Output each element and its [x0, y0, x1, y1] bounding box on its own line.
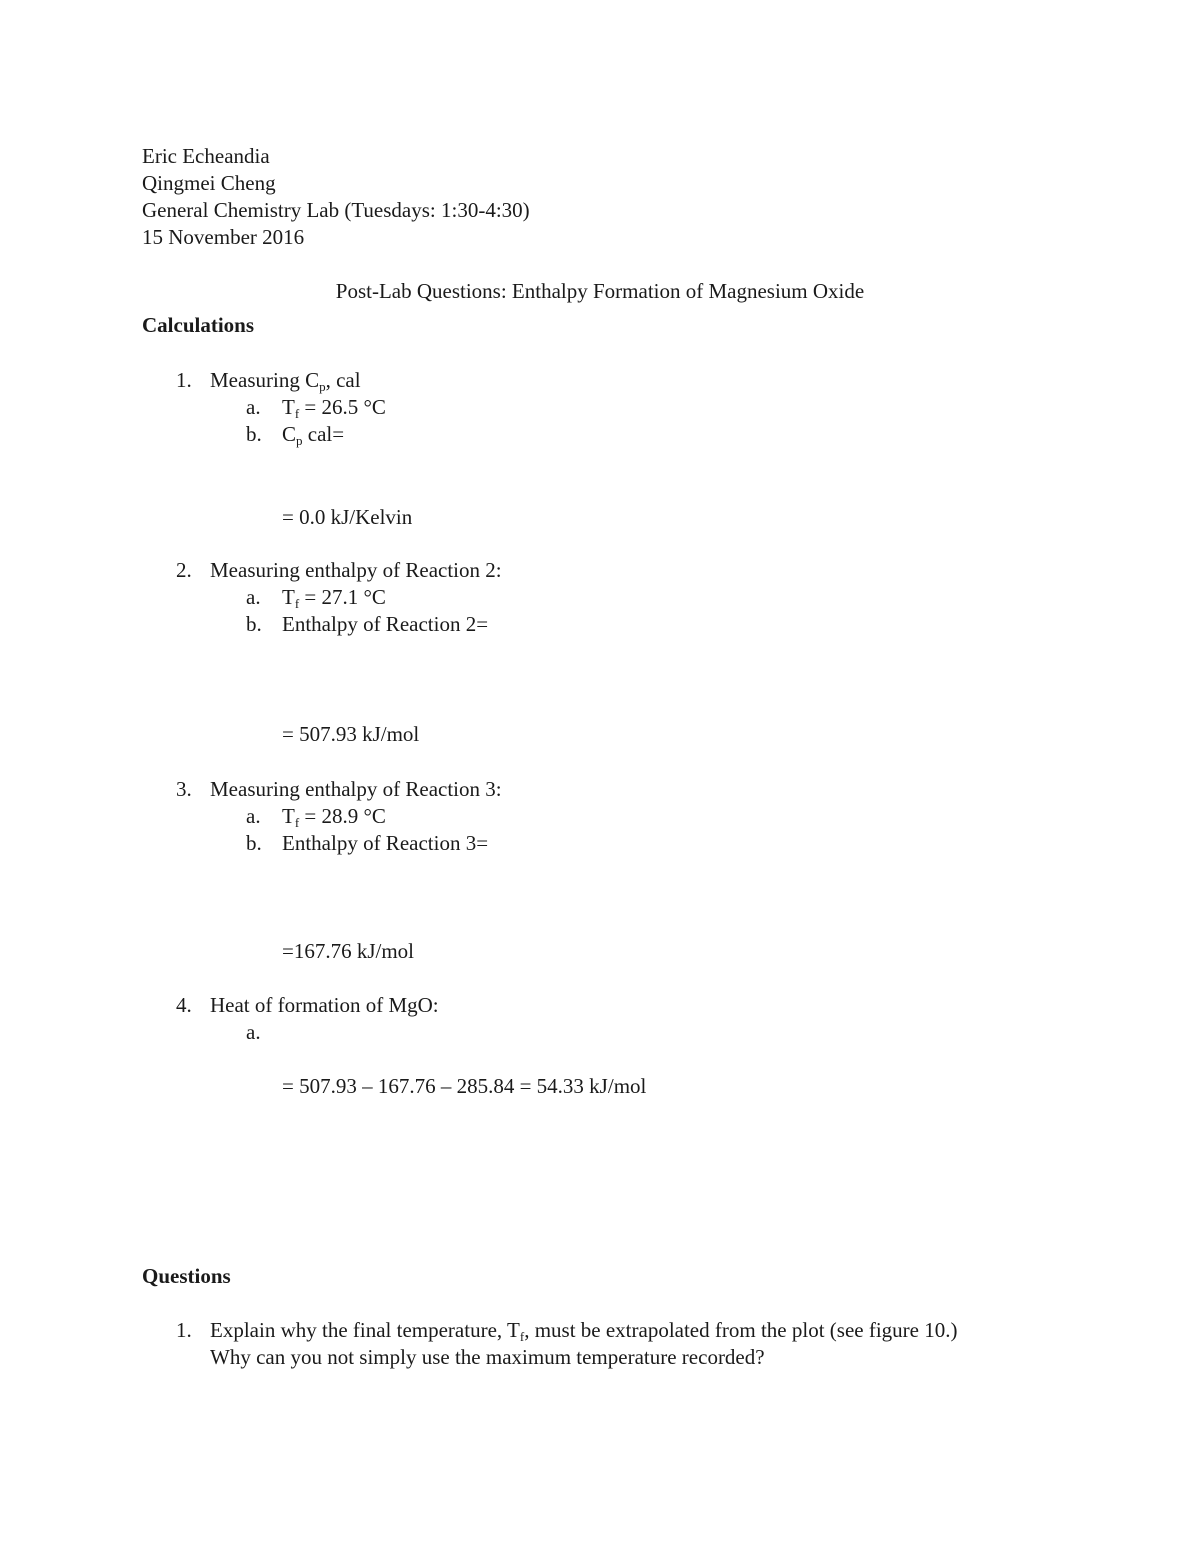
question-1-line-1: 1. Explain why the final temperature, $T_f$, must be extrapolated from the plot (see figure 10.) — [176, 1318, 958, 1344]
calc-item-2-b: b. Enthalpy of Reaction 2= — [246, 612, 489, 636]
calc-item-4-number: 4. — [176, 993, 192, 1017]
calc-item-1-number: 1. — [176, 368, 192, 392]
calculations-heading: Calculations — [142, 313, 255, 337]
calc-item-2-result: = 507.93 kJ/mol — [282, 722, 420, 746]
calc-item-3-result: =167.76 kJ/mol — [282, 939, 415, 963]
calc-item-3-a: a. $T_f = 28.9$ °C — [246, 804, 386, 830]
question-1-line-2: Why can you not simply use the maximum temperature recorded? — [210, 1345, 765, 1369]
calc-item-2-number: 2. — [176, 558, 192, 582]
calc-item-1-result: = 0.0 kJ/Kelvin — [282, 505, 413, 529]
calc-item-3: 3. Measuring enthalpy of Reaction 3: — [176, 777, 502, 801]
calc-item-3-b: b. Enthalpy of Reaction 3= — [246, 831, 489, 855]
calc-item-1: 1. Measuring $C_p$, cal — [176, 368, 361, 394]
calc-item-4: 4. Heat of formation of MgO: — [176, 993, 439, 1017]
partner-name: Qingmei Cheng — [142, 171, 276, 195]
calc-item-2-a: a. $T_f = 27.1$ °C — [246, 585, 386, 611]
calc-item-1-a: a. $T_f = 26.5$ °C — [246, 395, 386, 421]
author-name: Eric Echeandia — [142, 144, 270, 168]
course-info: General Chemistry Lab (Tuesdays: 1:30-4:30) — [142, 198, 530, 222]
calc-item-1-b: b. $C_p$ cal= — [246, 422, 345, 448]
calc-item-2: 2. Measuring enthalpy of Reaction 2: — [176, 558, 502, 582]
document-title: Post-Lab Questions: Enthalpy Formation of Magnesium Oxide — [335, 279, 865, 303]
question-1-number: 1. — [176, 1318, 192, 1342]
questions-heading: Questions — [142, 1264, 231, 1288]
calc-item-4-a: a. — [246, 1020, 261, 1044]
calc-item-3-number: 3. — [176, 777, 192, 801]
calc-item-4-result: = 507.93 – 167.76 – 285.84 = 54.33 kJ/mol — [282, 1074, 647, 1098]
document-date: 15 November 2016 — [142, 225, 305, 249]
